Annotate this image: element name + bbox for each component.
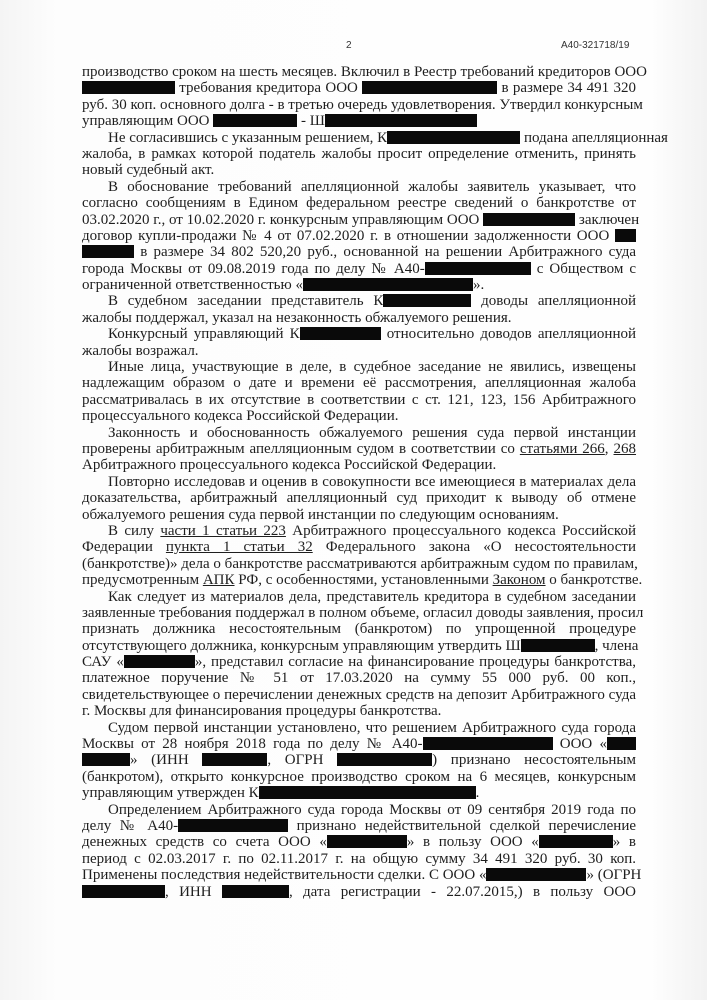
- text-line: [82, 310, 636, 326]
- text-segment: жалобы поддержал, указал на незаконность обжалуемого решения.: [82, 309, 512, 326]
- text-segment: Не согласившись с указанным решением, К: [108, 129, 388, 146]
- text-segment: ООО «: [552, 736, 607, 753]
- paragraph: [82, 801, 642, 900]
- text-line: [82, 834, 636, 850]
- text-line: [82, 621, 636, 637]
- text-segment: руб. 30 коп. основного долга - в третью очередь удовлетворения. Утвердил конкурсным: [82, 96, 643, 113]
- redaction-block: [521, 639, 595, 652]
- redaction-block: [387, 131, 520, 144]
- text-line: [82, 654, 636, 670]
- text-segment: города Москвы от 09.08.2019 года по делу № А40-: [82, 260, 425, 277]
- redaction-block: [259, 786, 476, 799]
- text-line: [82, 539, 636, 555]
- text-line: [82, 343, 636, 359]
- paragraph: [82, 326, 636, 359]
- text-line: [82, 228, 636, 244]
- text-segment: жалобы возражал.: [82, 342, 199, 359]
- text-line: [82, 293, 636, 309]
- text-segment: процессуального кодекса Российской Федерации.: [82, 408, 399, 425]
- text-segment: Арбитражного процессуального кодекса Российской Федерации.: [82, 457, 497, 474]
- legal-reference-link[interactable]: статьями 266: [519, 440, 605, 457]
- redaction-block: [539, 835, 613, 848]
- page-number: 2: [346, 40, 352, 51]
- paragraph: [82, 293, 636, 326]
- legal-reference-link[interactable]: части 1 статьи 223: [160, 522, 286, 539]
- text-segment: Конкурсный управляющий К: [108, 326, 300, 343]
- text-segment: денежных средств со счета ООО «: [82, 834, 327, 851]
- text-segment: В силу: [108, 522, 161, 539]
- text-segment: с Обществом с: [530, 260, 637, 277]
- text-line: [82, 113, 636, 129]
- text-segment: признано недействительной сделкой перечисление: [288, 817, 637, 834]
- text-segment: платежное поручение № 51 от 17.03.2020 на сумму 55 000 руб. 00 коп.,: [82, 670, 636, 687]
- text-line: [82, 179, 636, 195]
- text-line: [82, 867, 642, 884]
- text-line: [82, 818, 636, 834]
- text-segment: управляющим утвержден К: [82, 785, 259, 802]
- text-segment: заключен: [575, 211, 640, 228]
- text-line: [82, 604, 644, 621]
- text-segment: доказательства, арбитражный апелляционный суд приходит к выводу об отмене: [82, 490, 636, 507]
- text-line: [82, 703, 636, 719]
- text-segment: надлежащим образом о дате и времени её рассмотрения, апелляционная жалоба: [82, 375, 636, 392]
- paragraph: [82, 588, 644, 720]
- text-segment: 03.02.2020 г., от 10.02.2020 г. конкурсным управляющим ООО: [82, 211, 484, 228]
- text-line: [82, 261, 636, 277]
- text-line: [82, 736, 636, 752]
- text-segment: договор купли-продажи № 4 от 07.02.2020 г. в отношении задолженности ООО: [82, 227, 615, 244]
- text-line: [82, 637, 639, 654]
- text-segment: В обоснование требований апелляционной жалобы заявитель указывает, что: [108, 178, 636, 195]
- text-line: [82, 277, 636, 293]
- text-line: [82, 146, 636, 162]
- text-line: [82, 720, 636, 736]
- text-line: [82, 589, 636, 605]
- text-segment: , ОГРН: [267, 752, 338, 769]
- text-line: [82, 195, 636, 211]
- text-line: [82, 687, 636, 703]
- text-line: [82, 556, 636, 572]
- text-segment: в размере 34 491 320: [497, 80, 636, 97]
- redaction-block: [362, 81, 497, 94]
- text-segment: период с 02.03.2017 г. по 02.11.2017 г. на общую сумму 34 491 320 руб. 30 коп.: [82, 850, 636, 867]
- text-segment: рассматривалась в их отсутствие в соответствии с ст. 121, 123, 156 Арбитражного: [82, 391, 636, 408]
- text-line: [82, 785, 636, 801]
- text-line: [82, 64, 647, 80]
- text-segment: заявленные требования поддержал в полном объеме, огласил доводы заявления, просил: [82, 604, 644, 621]
- text-line: [82, 457, 636, 473]
- text-segment: требования кредитора ООО: [175, 80, 363, 97]
- text-segment: Иные лица, участвующие в деле, в судебное заседание не явились, извещены: [108, 359, 636, 376]
- text-line: [82, 752, 636, 768]
- paragraph: [82, 474, 636, 523]
- redaction-block: [300, 327, 381, 340]
- paragraph: [82, 64, 647, 130]
- text-segment: ,: [604, 440, 614, 457]
- text-line: [82, 162, 636, 178]
- text-segment: - Ш: [297, 113, 325, 130]
- text-segment: » в: [612, 834, 636, 851]
- text-segment: проверены арбитражным апелляционным судом в соответствии со: [82, 440, 520, 457]
- text-line: [82, 572, 643, 589]
- text-segment: Применены последствия недействительности сделки. С ООО «: [82, 867, 487, 884]
- text-segment: Москвы от 28 ноября 2018 года по делу № А40-: [82, 736, 423, 753]
- text-line: [82, 474, 636, 490]
- redaction-block: [303, 278, 473, 291]
- text-line: [82, 507, 636, 523]
- redaction-block: [124, 655, 195, 668]
- text-line: [82, 523, 636, 539]
- text-segment: , дата регистрации - 22.07.2015,) в пользу ООО: [288, 883, 637, 900]
- text-line: [82, 441, 636, 457]
- paragraph: [82, 129, 668, 179]
- text-segment: ) признано несостоятельным: [432, 752, 637, 769]
- text-segment: (банкротстве)» дела о банкротстве рассматриваются арбитражным судом по правилам,: [82, 555, 638, 572]
- text-segment: жалоба, в рамках которой податель жалобы просит определение отменить, принять: [82, 145, 636, 162]
- text-line: [82, 80, 636, 96]
- text-segment: делу № А40-: [82, 817, 179, 834]
- text-segment: » (ОГРН: [586, 867, 642, 884]
- text-segment: отсутствующего должника, конкурсным управляющим утвердить Ш: [82, 637, 521, 654]
- legal-reference-link[interactable]: Законом: [492, 572, 546, 589]
- text-segment: Судом первой инстанции установлено, что решением Арбитражного суда города: [108, 719, 636, 736]
- text-segment: признать должника несостоятельным (банкротом) по упрощенной процедуре: [82, 621, 636, 638]
- text-segment: Законность и обоснованность обжалуемого решения суда первой инстанции: [108, 424, 636, 441]
- text-segment: .: [475, 785, 480, 802]
- paragraph: [82, 720, 636, 802]
- text-line: [82, 211, 640, 228]
- redaction-block: [82, 753, 130, 766]
- text-segment: в размере 34 802 520,20 руб., основанной на решении Арбитражного суда: [134, 244, 636, 261]
- text-segment: , члена: [594, 637, 639, 654]
- text-segment: управляющим ООО: [82, 113, 214, 130]
- text-line: [82, 129, 668, 146]
- document-body: [82, 64, 668, 900]
- legal-reference-link[interactable]: 268: [613, 440, 637, 457]
- redaction-block: [615, 229, 636, 242]
- text-segment: Арбитражного процессуального кодекса Российской: [285, 522, 636, 539]
- redaction-block: [425, 262, 531, 275]
- text-line: [82, 670, 636, 686]
- text-line: [82, 851, 636, 867]
- text-line: [82, 490, 636, 506]
- redaction-block: [383, 294, 471, 307]
- text-segment: , ИНН: [165, 883, 222, 900]
- legal-reference-link[interactable]: пункта 1 статьи 32: [165, 539, 313, 556]
- redaction-block: [337, 753, 432, 766]
- redaction-block: [82, 885, 165, 898]
- redaction-block: [222, 885, 289, 898]
- paragraph: [82, 178, 640, 294]
- redaction-block: [213, 114, 297, 127]
- text-segment: РФ, с особенностями, установленными: [234, 572, 493, 589]
- redaction-block: [423, 737, 553, 750]
- text-segment: В судебном заседании представитель К: [108, 293, 384, 310]
- text-segment: предусмотренным: [82, 572, 203, 589]
- legal-reference-link[interactable]: АПК: [202, 572, 235, 589]
- redaction-block: [82, 81, 175, 94]
- text-line: [82, 408, 636, 424]
- redaction-block: [483, 213, 575, 226]
- text-segment: САУ «: [82, 654, 124, 671]
- text-segment: Федерального закона «О несостоятельности: [312, 539, 636, 556]
- text-segment: согласно сообщениям в Едином федеральном реестре сведений о банкротстве от: [82, 195, 636, 212]
- redaction-block: [178, 819, 288, 832]
- text-segment: Определением Арбитражного суда города Москвы от 09 сентября 2019 года по: [108, 801, 636, 818]
- text-segment: » (ИНН: [130, 752, 203, 769]
- text-line: [82, 326, 636, 342]
- text-segment: о банкротстве.: [545, 572, 643, 589]
- text-segment: подана апелляционная: [520, 129, 668, 146]
- redaction-block: [486, 868, 586, 881]
- redaction-block: [325, 114, 477, 127]
- redaction-block: [202, 753, 267, 766]
- case-number: А40-321718/19: [561, 40, 630, 51]
- text-line: [82, 392, 636, 408]
- text-line: [82, 769, 636, 785]
- text-segment: Федерации: [82, 539, 166, 556]
- redaction-block: [327, 835, 407, 848]
- text-segment: новый судебный акт.: [82, 162, 215, 179]
- text-segment: г. Москвы для финансирования процедуры банкротства.: [82, 703, 442, 720]
- text-line: [82, 884, 636, 900]
- text-line: [82, 359, 636, 375]
- text-segment: ограниченной ответственностью «: [82, 277, 303, 294]
- text-segment: Как следует из материалов дела, представитель кредитора в судебном заседании: [108, 588, 636, 605]
- redaction-block: [607, 737, 636, 750]
- text-line: [82, 96, 643, 113]
- text-segment: » в пользу ООО «: [406, 834, 539, 851]
- text-line: [82, 425, 636, 441]
- text-line: [82, 375, 636, 391]
- text-line: [82, 802, 636, 818]
- text-segment: производство сроком на шесть месяцев. Включил в Реестр требований кредиторов ООО: [82, 64, 647, 80]
- text-segment: », представил согласие на финансирование процедуры банкротства,: [194, 654, 636, 671]
- text-segment: ».: [472, 277, 485, 294]
- text-segment: (банкротом), открыто конкурсное производство сроком на 6 месяцев, конкурсным: [82, 768, 636, 785]
- text-line: [82, 244, 636, 260]
- redaction-block: [82, 245, 134, 258]
- paragraph: [82, 359, 636, 425]
- paragraph: [82, 425, 636, 474]
- text-segment: относительно доводов апелляционной: [380, 326, 637, 343]
- text-segment: обжалуемого решения суда первой инстанции по следующим основаниям.: [82, 506, 559, 523]
- text-segment: доводы апелляционной: [471, 293, 636, 310]
- text-segment: Повторно исследовав и оценив в совокупности все имеющиеся в материалах дела: [108, 473, 636, 490]
- text-segment: свидетельствующее о перечислении денежных средств на депозит Арбитражного суда: [82, 686, 636, 703]
- paragraph: [82, 522, 643, 589]
